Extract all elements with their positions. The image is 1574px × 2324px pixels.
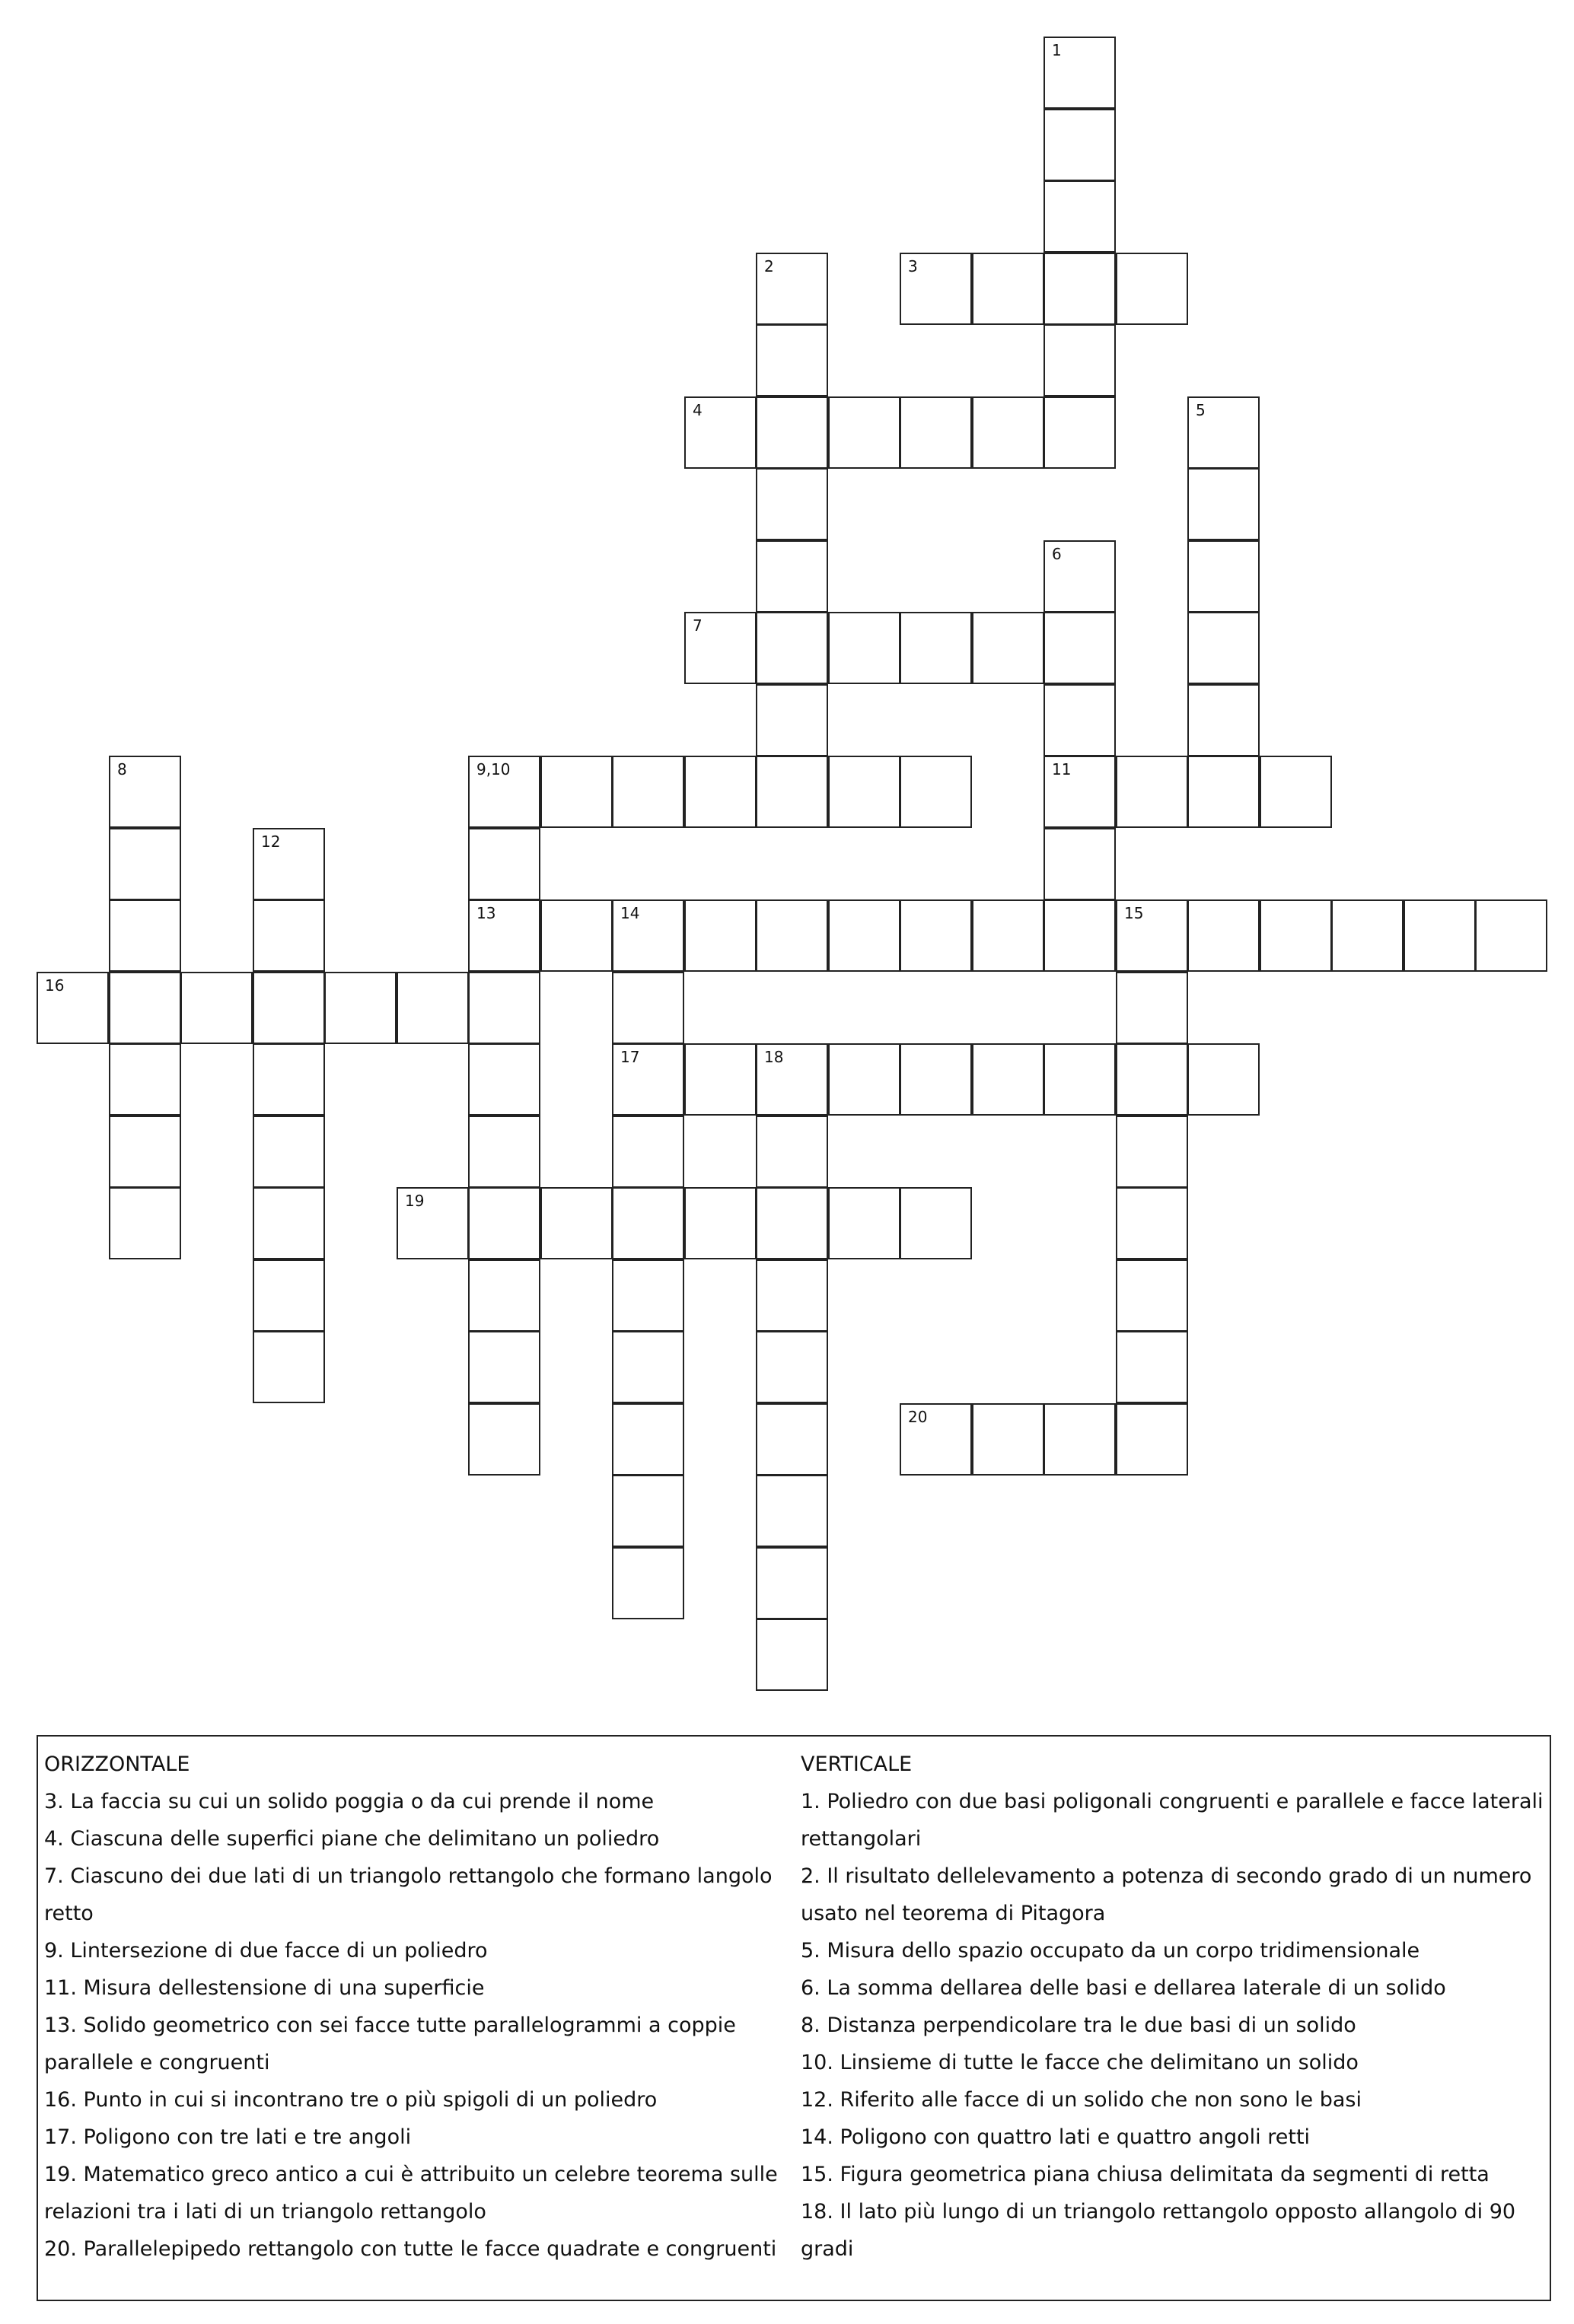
crossword-cell[interactable] [1043,109,1116,181]
clue-number: 8 [117,760,127,778]
crossword-cell[interactable] [1404,899,1476,972]
crossword-cell[interactable] [540,756,613,828]
clue-number: 12 [261,833,281,851]
clue-number: 15 [1124,904,1144,922]
across-clue: 16. Punto in cui si incontrano tre o più spigoli di un poliedro [44,2088,658,2112]
clue-number: 11 [1052,760,1072,778]
crossword-cell[interactable] [1187,468,1260,540]
crossword-cell[interactable] [468,972,540,1044]
crossword-cell[interactable] [756,1259,828,1332]
crossword-cell[interactable] [468,828,540,900]
crossword-cell[interactable] [756,253,828,325]
crossword-cell[interactable] [972,612,1044,684]
crossword-cell[interactable] [1116,1116,1188,1188]
crossword-cell[interactable] [612,1547,684,1619]
clue-number: 19 [405,1192,425,1210]
down-clue: 10. Linsieme di tutte le facce che delimitano un solido [801,2051,1359,2074]
crossword-cell[interactable] [828,396,900,469]
down-clue: 14. Poligono con quattro lati e quattro angoli retti [801,2125,1311,2149]
clue-number: 9,10 [476,760,511,778]
crossword-cell[interactable] [253,899,325,972]
crossword-cell[interactable] [684,1187,757,1259]
crossword-cell[interactable] [612,1259,684,1332]
crossword-cell[interactable] [756,324,828,396]
crossword-cell[interactable] [756,612,828,684]
crossword-cell[interactable] [756,468,828,540]
across-title: ORIZZONTALE [44,1753,190,1776]
crossword-cell[interactable] [1043,324,1116,396]
crossword-cell[interactable] [756,1043,828,1116]
crossword-cell[interactable] [253,1187,325,1259]
crossword-cell[interactable] [900,396,972,469]
clue-number: 18 [764,1048,784,1066]
crossword-cell[interactable] [1187,396,1260,469]
crossword-cell[interactable] [1043,684,1116,756]
down-clue: 15. Figura geometrica piana chiusa delimitata da segmenti di retta [801,2163,1490,2186]
down-clue: rettangolari [801,1827,922,1851]
crossword-cell[interactable] [972,1043,1044,1116]
crossword-cell[interactable] [253,1043,325,1116]
crossword-cell[interactable] [900,1187,972,1259]
crossword-cell[interactable] [1187,1043,1260,1116]
crossword-cell[interactable] [1116,253,1188,325]
crossword-cell[interactable] [684,612,757,684]
across-clues [44,1746,786,2268]
crossword-cell[interactable] [253,828,325,900]
crossword-cell[interactable] [756,1403,828,1476]
down-title: VERTICALE [801,1753,913,1776]
crossword-cell[interactable] [828,1043,900,1116]
crossword-cell[interactable] [1043,1403,1116,1476]
crossword-cell[interactable] [468,1331,540,1403]
crossword-cell[interactable] [1043,540,1116,613]
crossword-cell[interactable] [684,899,757,972]
across-clue: relazioni tra i lati di un triangolo rettangolo [44,2200,486,2224]
crossword-cell[interactable] [756,1475,828,1547]
crossword-cell[interactable] [1043,253,1116,325]
crossword-cell[interactable] [1116,1259,1188,1332]
crossword-cell[interactable] [1187,684,1260,756]
crossword-cell[interactable] [1116,1187,1188,1259]
crossword-cell[interactable] [468,899,540,972]
crossword-cell[interactable] [1043,612,1116,684]
crossword-cell[interactable] [1043,396,1116,469]
down-clue: 1. Poliedro con due basi poligonali congruenti e parallele e facce laterali [801,1790,1544,1813]
crossword-cell[interactable] [324,972,397,1044]
crossword-cell[interactable] [972,253,1044,325]
crossword-cell[interactable] [900,1043,972,1116]
crossword-cell[interactable] [1043,37,1116,109]
crossword-cell[interactable] [468,1403,540,1476]
crossword-cell[interactable] [1260,756,1332,828]
crossword-cell[interactable] [1116,1403,1188,1476]
across-clue: 13. Solido geometrico con sei facce tutte parallelogrammi a coppie [44,2014,736,2037]
crossword-cell[interactable] [612,972,684,1044]
down-clue: 6. La somma dellarea delle basi e dellarea laterale di un solido [801,1976,1446,2000]
crossword-cell[interactable] [1260,899,1332,972]
crossword-cell[interactable] [756,1619,828,1691]
crossword-cell[interactable] [612,1403,684,1476]
across-clue: 19. Matematico greco antico a cui è attribuito un celebre teorema sulle [44,2163,778,2186]
down-clue: 18. Il lato più lungo di un triangolo rettangolo opposto allangolo di 90 [801,2200,1516,2224]
crossword-cell[interactable] [684,756,757,828]
crossword-cell[interactable] [540,1187,613,1259]
crossword-cell[interactable] [253,972,325,1044]
clue-number: 3 [908,257,918,275]
crossword-cell[interactable] [756,1187,828,1259]
crossword-cell[interactable] [972,899,1044,972]
crossword-cell[interactable] [900,899,972,972]
down-clue: usato nel teorema di Pitagora [801,1902,1106,1925]
crossword-cell[interactable] [109,1043,181,1116]
across-clue: 20. Parallelepipedo rettangolo con tutte le facce quadrate e congruenti [44,2237,777,2261]
crossword-cell[interactable] [900,253,972,325]
clue-number: 14 [620,904,640,922]
crossword-cell[interactable] [900,612,972,684]
across-clue: parallele e congruenti [44,2051,270,2074]
clue-number: 5 [1196,401,1206,419]
clue-number: 16 [45,976,65,995]
crossword-cell[interactable] [612,756,684,828]
across-clue: 7. Ciascuno dei due lati di un triangolo rettangolo che formano langolo [44,1864,773,1888]
crossword-cell[interactable] [37,972,109,1044]
clue-number: 6 [1052,545,1062,563]
crossword-cell[interactable] [1116,1331,1188,1403]
crossword-cell[interactable] [253,1331,325,1403]
crossword-cell[interactable] [468,756,540,828]
across-clue: retto [44,1902,94,1925]
crossword-cell[interactable] [253,1116,325,1188]
crossword-cell[interactable] [468,1043,540,1116]
crossword-cell[interactable] [1043,756,1116,828]
crossword-cell[interactable] [828,756,900,828]
down-clue: 8. Distanza perpendicolare tra le due basi di un solido [801,2014,1356,2037]
crossword-cell[interactable] [1475,899,1547,972]
clue-number: 20 [908,1408,928,1426]
crossword-cell[interactable] [468,1116,540,1188]
crossword-cell[interactable] [180,972,253,1044]
down-clue: 2. Il risultato dellelevamento a potenza di secondo grado di un numero [801,1864,1532,1888]
clue-number: 17 [620,1048,640,1066]
crossword-cell[interactable] [1187,756,1260,828]
clue-number: 7 [693,616,703,635]
down-clue: 12. Riferito alle facce di un solido che non sono le basi [801,2088,1362,2112]
clue-number: 13 [476,904,496,922]
crossword-cell[interactable] [1043,180,1116,253]
crossword-cell[interactable] [612,1043,684,1116]
across-clue: 3. La faccia su cui un solido poggia o da cui prende il nome [44,1790,655,1813]
crossword-cell[interactable] [540,899,613,972]
clue-number: 1 [1052,41,1062,59]
crossword-cell[interactable] [1043,1043,1116,1116]
crossword-cell[interactable] [1116,972,1188,1044]
crossword-cell[interactable] [1116,899,1188,972]
across-clue: 17. Poligono con tre lati e tre angoli [44,2125,412,2149]
across-clue: 11. Misura dellestensione di una superficie [44,1976,485,2000]
crossword-cell[interactable] [756,1331,828,1403]
crossword-cell[interactable] [109,1116,181,1188]
crossword-cell[interactable] [684,396,757,469]
down-clues [801,1746,1547,2268]
crossword-cell[interactable] [1043,899,1116,972]
crossword-cell[interactable] [612,1187,684,1259]
crossword-cell[interactable] [900,756,972,828]
crossword-cell[interactable] [1331,899,1404,972]
crossword-cell[interactable] [109,756,181,828]
crossword-cell[interactable] [612,1475,684,1547]
clue-number: 4 [693,401,703,419]
crossword-cell[interactable] [253,1259,325,1332]
crossword-cell[interactable] [972,396,1044,469]
crossword-cell[interactable] [109,899,181,972]
crossword-cell[interactable] [397,972,469,1044]
crossword-cell[interactable] [828,899,900,972]
crossword-cell[interactable] [756,756,828,828]
crossword-cell[interactable] [900,1403,972,1476]
crossword-cell[interactable] [756,899,828,972]
crossword-cell[interactable] [1187,540,1260,613]
crossword-cell[interactable] [1116,756,1188,828]
crossword-cell[interactable] [828,612,900,684]
down-clue: gradi [801,2237,854,2261]
crossword-cell[interactable] [109,1187,181,1259]
clue-number: 2 [764,257,774,275]
crossword-cell[interactable] [756,1116,828,1188]
crossword-cell[interactable] [109,828,181,900]
across-clue: 9. Lintersezione di due facce di un poliedro [44,1939,488,1963]
crossword-cell[interactable] [109,972,181,1044]
down-clue: 5. Misura dello spazio occupato da un corpo tridimensionale [801,1939,1420,1963]
crossword-cell[interactable] [612,1116,684,1188]
crossword-cell[interactable] [468,1259,540,1332]
crossword-cell[interactable] [1116,1043,1188,1116]
crossword-cell[interactable] [756,684,828,756]
crossword-cell[interactable] [612,1331,684,1403]
crossword-cell[interactable] [1187,612,1260,684]
crossword-cell[interactable] [1187,899,1260,972]
crossword-cell[interactable] [756,1547,828,1619]
crossword-cell[interactable] [468,1187,540,1259]
crossword-cell[interactable] [1043,828,1116,900]
crossword-cell[interactable] [828,1187,900,1259]
crossword-cell[interactable] [397,1187,469,1259]
clues-panel [37,1735,1551,2301]
crossword-cell[interactable] [612,899,684,972]
crossword-cell[interactable] [972,1403,1044,1476]
across-clue: 4. Ciascuna delle superfici piane che delimitano un poliedro [44,1827,660,1851]
crossword-cell[interactable] [756,396,828,469]
crossword-cell[interactable] [684,1043,757,1116]
crossword-cell[interactable] [756,540,828,613]
